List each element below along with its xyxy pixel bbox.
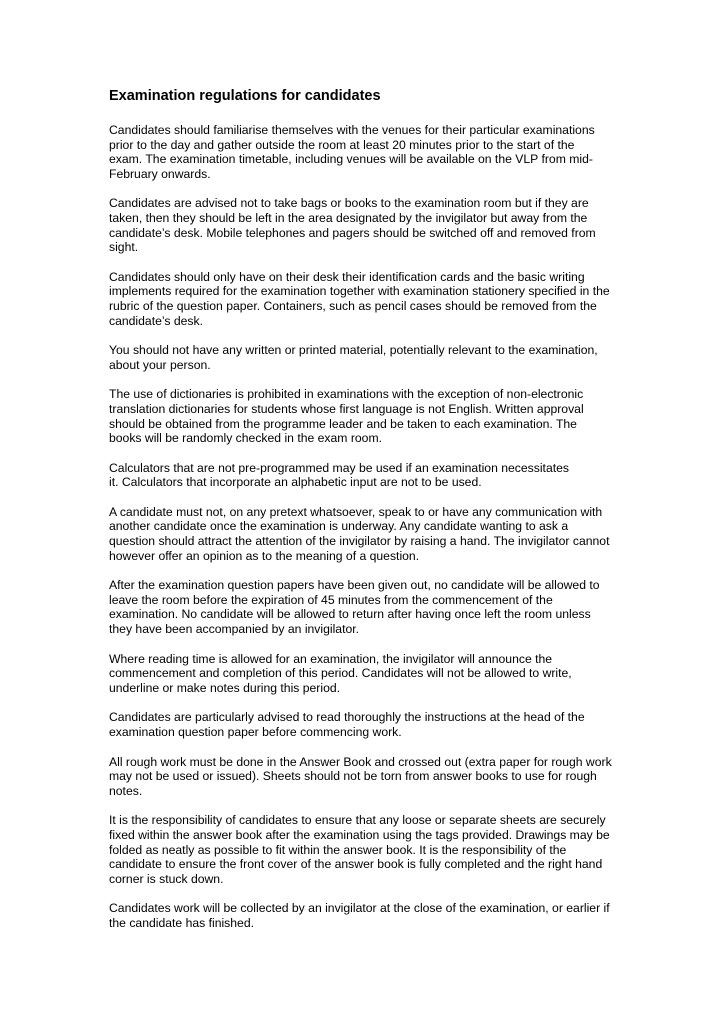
paragraph-dictionaries: The use of dictionaries is prohibited in examinations with the exception of non-electronic translation dictionaries for students whose first language is not English. Written approval should be obtained from the programme leader and be taken to each examination. The books will be randomly checked in the exam room.	[109, 387, 584, 446]
paragraph-leaving-room: After the examination question papers have been given out, no candidate will be allowed to leave the room before the expiration of 45 minutes from the commencement of the examination. No candidate will be allowed to return after having once left the room unless they have been accompanied by an invigilator.	[109, 578, 600, 637]
document-title: Examination regulations for candidates	[109, 88, 381, 104]
paragraph-venues: Candidates should familiarise themselves with the venues for their particular examinations prior to the day and gather outside the room at least 20 minutes prior to the start of the exam. The examination timetable, including venues will be available on the VLP from mid- February onwards.	[109, 123, 595, 181]
paragraph-communication: A candidate must not, on any pretext whatsoever, speak to or have any communication with another candidate once the examination is underway. Any candidate wanting to ask a question should attract the attention of the invigilator by raising a hand. The invigilator cannot however offer an opinion as to the meaning of a question.	[109, 504, 610, 563]
paragraph-calculators: Calculators that are not pre-programmed may be used if an examination necessitates it. Calculators that incorporate an alphabetic input are not to be used.	[109, 460, 569, 490]
paragraph-instructions: Candidates are particularly advised to read thoroughly the instructions at the head of the examination question paper before commencing work.	[109, 710, 585, 739]
paragraph-rough-work: All rough work must be done in the Answer Book and crossed out (extra paper for rough work may not be used or issued). Sheets should not be torn from answer books to use for rough notes.	[109, 754, 612, 798]
paragraph-written-material: You should not have any written or printed material, potentially relevant to the examination, about your person.	[109, 343, 598, 372]
paragraph-collection: Candidates work will be collected by an invigilator at the close of the examination, or earlier if the candidate has finished.	[109, 901, 610, 930]
paragraph-bags-books: Candidates are advised not to take bags or books to the examination room but if they are taken, then they should be left in the area designated by the invigilator but away from the candidate’s desk. Mobile telephones and pagers should be switched off and removed from sight.	[109, 196, 596, 255]
paragraph-loose-sheets: It is the responsibility of candidates to ensure that any loose or separate sheets are securely fixed within the answer book after the examination using the tags provided. Drawings may be folded as neatly as possible to fit within the answer book. It is the responsibility of the candidate to ensure the front cover of the answer book is fully completed and the right hand corner is stuck down.	[109, 813, 610, 886]
paragraph-reading-time: Where reading time is allowed for an examination, the invigilator will announce the commencement and completion of this period. Candidates will not be allowed to write, underline or make notes during this period.	[109, 651, 572, 695]
paragraph-desk-items: Candidates should only have on their desk their identification cards and the basic writing implements required for the examination together with examination stationery specified in the rubric of the question paper. Containers, such as pencil cases should be removed from the candidate’s desk.	[109, 269, 610, 328]
